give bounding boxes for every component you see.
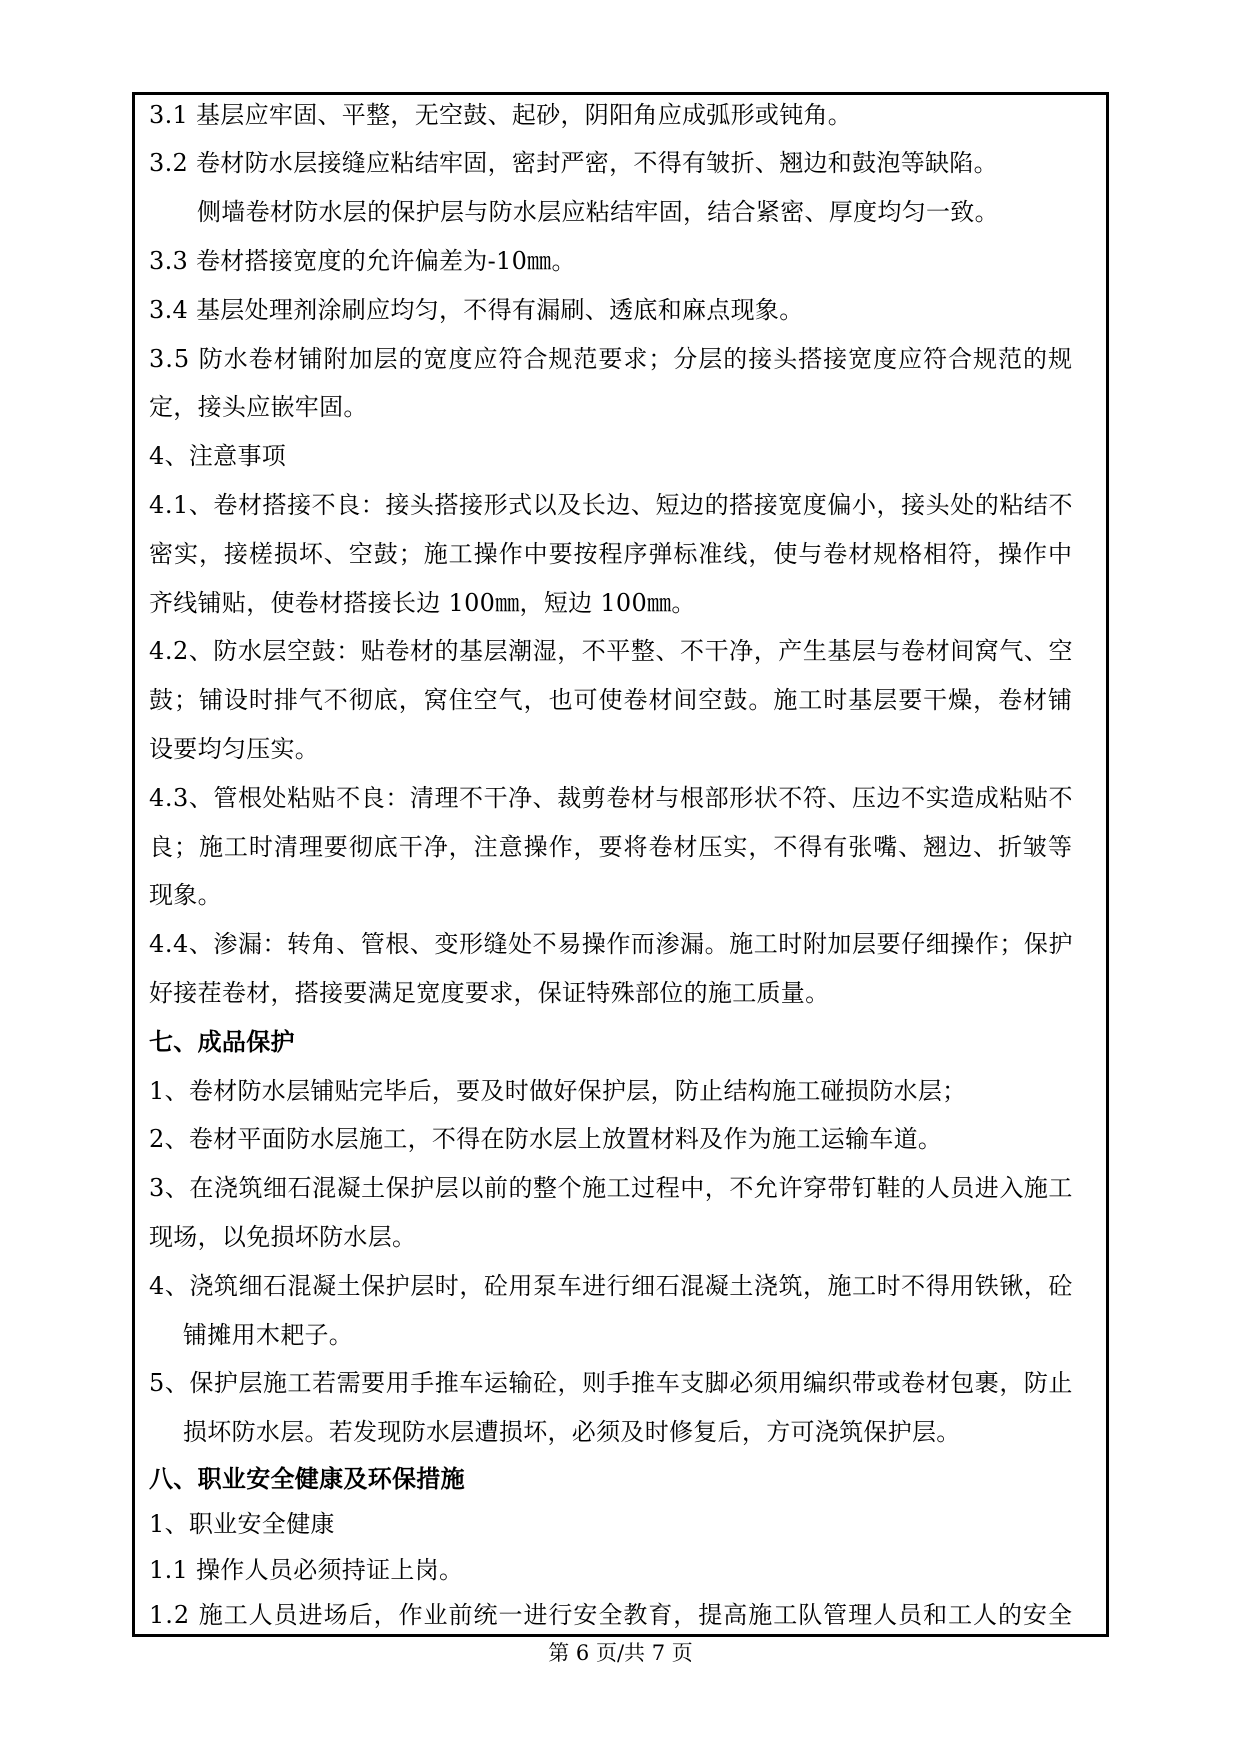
item-3-5-line-2: 定，接头应嵌牢固。: [149, 393, 368, 422]
protection-item-2: [149, 1115, 1073, 1164]
protection-item-3-line-1: 3、在浇筑细石混凝土保护层以前的整个施工过程中，不允许穿带钉鞋的人员进入施工: [149, 1174, 1073, 1203]
item-3-2: [149, 139, 1073, 237]
note-4-4-line-1: 4.4、渗漏：转角、管根、变形缝处不易操作而渗漏。施工时附加层要仔细操作；保护: [149, 930, 1073, 959]
protection-item-3: [149, 1164, 1073, 1262]
item-3-3: [149, 237, 1073, 286]
page-number-footer: 第 6 页/共 7 页: [548, 1641, 693, 1665]
item-3-5-line-1: 3.5 防水卷材铺附加层的宽度应符合规范要求；分层的接头搭接宽度应符合规范的规: [149, 344, 1073, 373]
item-3-1: [149, 91, 1073, 140]
item-3-4: [149, 286, 1073, 335]
protection-item-4-line-2: 铺摊用木耙子。: [183, 1320, 354, 1349]
note-4-2-line-3: 设要均匀压实。: [149, 734, 320, 763]
note-4-2-line-1: 4.2、防水层空鼓：贴卷材的基层潮湿，不平整、不干净，产生基层与卷材间窝气、空: [149, 637, 1073, 666]
item-3-2-line-2: 侧墙卷材防水层的保护层与防水层应粘结牢固，结合紧密、厚度均匀一致。: [197, 198, 999, 227]
item-3-3-line-1: 3.3 卷材搭接宽度的允许偏差为-10㎜。: [149, 246, 576, 275]
note-4-3-line-2: 良；施工时清理要彻底干净，注意操作，要将卷材压实，不得有张嘴、翘边、折皱等: [149, 832, 1073, 861]
safety-item-1-2-line-1: 1.2 施工人员进场后，作业前统一进行安全教育，提高施工队管理人员和工人的安全: [149, 1601, 1073, 1630]
note-4-1: [149, 481, 1073, 627]
safety-item-1-2: [149, 1593, 1073, 1639]
protection-item-5-line-2: 损坏防水层。若发现防水层遭损坏，必须及时修复后，方可浇筑保护层。: [183, 1418, 961, 1447]
note-4-1-line-3: 齐线铺贴，使卷材搭接长边 100㎜，短边 100㎜。: [149, 588, 696, 617]
note-4-2-line-2: 鼓；铺设时排气不彻底，窝住空气，也可使卷材间空鼓。施工时基层要干燥，卷材铺: [149, 686, 1073, 715]
note-4-4-line-2: 好接茬卷材，搭接要满足宽度要求，保证特殊部位的施工质量。: [149, 978, 830, 1007]
item-3-2-line-1: 3.2 卷材防水层接缝应粘结牢固，密封严密，不得有皱折、翘边和鼓泡等缺陷。: [149, 149, 998, 178]
section-heading-7: 七、成品保护: [149, 1027, 295, 1056]
protection-item-1: [149, 1067, 1073, 1116]
protection-item-4: [149, 1262, 1073, 1360]
notes-heading: 4、注意事项: [149, 442, 287, 471]
note-4-3: [149, 774, 1073, 920]
item-3-4-line-1: 3.4 基层处理剂涂刷应均匀，不得有漏刷、透底和麻点现象。: [149, 295, 804, 324]
protection-item-3-line-2: 现场，以免损坏防水层。: [149, 1222, 417, 1251]
note-4-2: [149, 627, 1073, 773]
note-4-3-line-1: 4.3、管根处粘贴不良：清理不干净、裁剪卷材与根部形状不符、压边不实造成粘贴不: [149, 783, 1073, 812]
note-4-4: [149, 920, 1073, 1018]
note-4-1-line-1: 4.1、卷材搭接不良：接头搭接形式以及长边、短边的搭接宽度偏小，接头处的粘结不: [149, 490, 1073, 519]
section-8-subheading: 1、职业安全健康: [149, 1510, 335, 1539]
safety-item-1-1-line-1: 1.1 操作人员必须持证上岗。: [149, 1555, 464, 1584]
protection-item-1-line-1: 1、卷材防水层铺贴完毕后，要及时做好保护层，防止结构施工碰损防水层；: [149, 1076, 967, 1105]
document-body: [149, 91, 1073, 1639]
item-3-1-line-1: 3.1 基层应牢固、平整，无空鼓、起砂，阴阳角应成弧形或钝角。: [149, 100, 853, 129]
protection-item-5: [149, 1359, 1073, 1457]
note-4-3-line-3: 现象。: [149, 881, 222, 910]
protection-item-4-line-1: 4、浇筑细石混凝土保护层时，砼用泵车进行细石混凝土浇筑，施工时不得用铁锹，砼: [149, 1271, 1073, 1300]
section-heading-8: 八、职业安全健康及环保措施: [149, 1464, 465, 1493]
note-4-1-line-2: 密实，接槎损坏、空鼓；施工操作中要按程序弹标准线，使与卷材规格相符，操作中: [149, 539, 1073, 568]
item-3-5: [149, 335, 1073, 433]
protection-item-2-line-1: 2、卷材平面防水层施工，不得在防水层上放置材料及作为施工运输车道。: [149, 1125, 943, 1154]
safety-item-1-1: [149, 1548, 1073, 1594]
protection-item-5-line-1: 5、保护层施工若需要用手推车运输砼，则手推车支脚必须用编织带或卷材包裹，防止: [149, 1369, 1073, 1398]
